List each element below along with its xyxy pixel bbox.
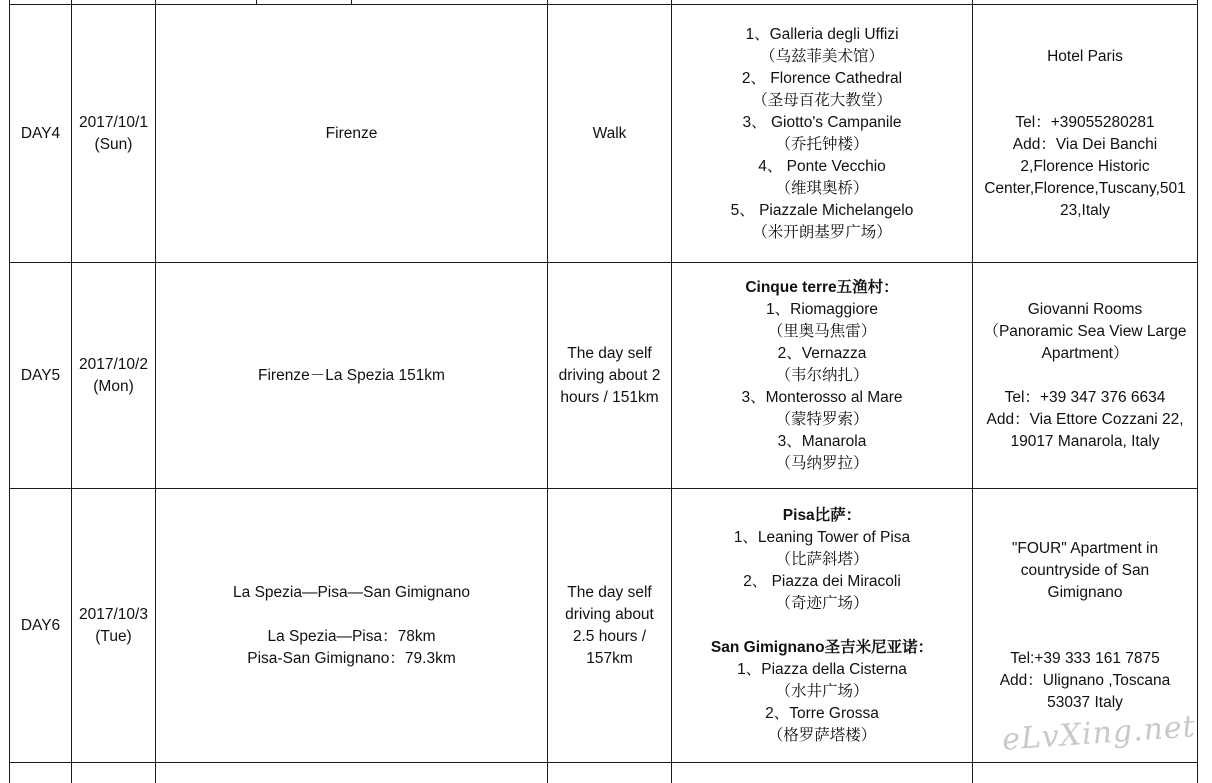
text-line: 2、 Piazza dei Miracoli	[743, 572, 901, 590]
section-heading: Pisa比萨：	[782, 506, 862, 524]
text-line: （里奥马焦雷）	[767, 322, 877, 340]
text-line: Add：Via Dei Banchi	[1012, 135, 1158, 153]
text-line: The day self	[567, 583, 652, 601]
watermark: eLvXing.net	[1001, 709, 1197, 758]
day-cell	[10, 489, 72, 763]
text-line: The day self	[567, 344, 652, 362]
date-cell	[72, 489, 156, 763]
text-line: Pisa-San Gimignano：79.3km	[247, 649, 456, 667]
text-line: driving about	[565, 605, 654, 623]
section-heading: San Gimignano圣吉米尼亚诺：	[710, 638, 934, 656]
section-heading: Cinque terre五渔村：	[745, 278, 899, 296]
next-row-remnant	[10, 763, 1198, 783]
text-line: 1、Riomaggiore	[766, 300, 878, 318]
text-line: Apartment）	[1041, 344, 1129, 362]
empty-cell	[10, 763, 72, 783]
text-line: Walk	[592, 124, 627, 142]
text-line: （奇迹广场）	[775, 594, 869, 612]
day-row	[10, 263, 1198, 489]
hotel-cell	[973, 5, 1198, 263]
text-line: 1、Piazza della Cisterna	[737, 660, 907, 678]
blank-line	[975, 90, 1195, 112]
transport-cell	[548, 489, 672, 763]
text-line: 2、Vernazza	[777, 344, 867, 362]
text-line: （圣母百花大教堂）	[752, 91, 892, 109]
text-line: La Spezia—Pisa：78km	[267, 627, 436, 645]
text-line: Gimignano	[1047, 583, 1123, 601]
text-line: Firenze	[325, 124, 378, 142]
text-line: （乌兹菲美术馆）	[759, 47, 884, 65]
text-line: （Panoramic Sea View Large	[983, 322, 1187, 340]
text-line: Hotel Paris	[1047, 47, 1123, 65]
empty-cell	[672, 763, 973, 783]
text-line: Tel:+39 333 161 7875	[1010, 649, 1160, 667]
weekday-value: (Tue)	[95, 627, 132, 645]
day-row	[10, 5, 1198, 263]
attractions-cell	[672, 5, 973, 263]
text-line: （蒙特罗索）	[775, 410, 869, 428]
weekday-value: (Mon)	[93, 377, 134, 395]
text-line: driving about 2	[558, 366, 661, 384]
blank-line	[158, 604, 545, 626]
text-line: "FOUR" Apartment in	[1011, 539, 1159, 557]
empty-cell	[156, 763, 548, 783]
text-line: 2、Torre Grossa	[765, 704, 879, 722]
text-line: 3、 Giotto's Campanile	[742, 113, 902, 131]
day-cell	[10, 263, 72, 489]
day-cell	[10, 5, 72, 263]
text-line: Tel：+39 347 376 6634	[1004, 388, 1166, 406]
text-line: Firenze－La Spezia 151km	[258, 366, 445, 384]
date-cell	[72, 5, 156, 263]
blank-line	[975, 68, 1195, 90]
text-line: 3、Monterosso al Mare	[741, 388, 903, 406]
text-line: 4、 Ponte Vecchio	[758, 157, 886, 175]
attractions-cell	[672, 263, 973, 489]
empty-cell	[72, 763, 156, 783]
text-line: 2.5 hours /	[572, 627, 647, 645]
day-label: DAY4	[20, 124, 61, 142]
weekday-value: (Sun)	[94, 135, 133, 153]
text-line: 5、 Piazzale Michelangelo	[730, 201, 914, 219]
text-line: （比萨斜塔）	[775, 550, 869, 568]
text-line: 1、Leaning Tower of Pisa	[733, 528, 911, 546]
blank-line	[975, 626, 1195, 648]
text-line: hours / 151km	[560, 388, 659, 406]
route-cell	[156, 5, 548, 263]
hotel-cell	[973, 263, 1198, 489]
text-line: Add：Ulignano ,Toscana	[999, 671, 1171, 689]
text-line: 2,Florence Historic	[1020, 157, 1150, 175]
transport-cell	[548, 263, 672, 489]
text-line: 23,Italy	[1060, 201, 1110, 219]
text-line: Add：Via Ettore Cozzani 22,	[986, 410, 1184, 428]
text-line: 157km	[586, 649, 633, 667]
text-line: 1、Galleria degli Uffizi	[745, 25, 899, 43]
blank-line	[674, 615, 970, 637]
text-line: Tel：+39055280281	[1015, 113, 1155, 131]
text-line: La Spezia—Pisa—San Gimignano	[233, 583, 470, 601]
text-line: countryside of San	[1020, 561, 1150, 579]
blank-line	[975, 365, 1195, 387]
transport-cell	[548, 5, 672, 263]
text-line: （格罗萨塔楼）	[767, 726, 877, 744]
itinerary-table	[9, 0, 1198, 783]
date-cell	[72, 263, 156, 489]
date-value: 2017/10/3	[79, 605, 148, 623]
attractions-cell	[672, 489, 973, 763]
empty-cell	[973, 763, 1198, 783]
text-line: （乔托钟楼）	[775, 135, 869, 153]
date-value: 2017/10/1	[79, 113, 148, 131]
date-value: 2017/10/2	[79, 355, 148, 373]
text-line: （韦尔纳扎）	[775, 366, 869, 384]
text-line: （维琪奥桥）	[775, 179, 869, 197]
empty-cell	[548, 763, 672, 783]
route-cell	[156, 263, 548, 489]
text-line: （米开朗基罗广场）	[752, 223, 892, 241]
text-line: （马纳罗拉）	[775, 454, 869, 472]
day-label: DAY5	[20, 366, 61, 384]
text-line: 3、Manarola	[777, 432, 867, 450]
text-line: 53037 Italy	[1047, 693, 1123, 711]
route-cell	[156, 489, 548, 763]
text-line: 19017 Manarola, Italy	[1010, 432, 1160, 450]
text-line: （水井广场）	[775, 682, 869, 700]
text-line: Giovanni Rooms	[1027, 300, 1143, 318]
text-line: Center,Florence,Tuscany,501	[984, 179, 1186, 197]
text-line: 2、 Florence Cathedral	[741, 69, 903, 87]
day-label: DAY6	[20, 616, 61, 634]
blank-line	[975, 604, 1195, 626]
